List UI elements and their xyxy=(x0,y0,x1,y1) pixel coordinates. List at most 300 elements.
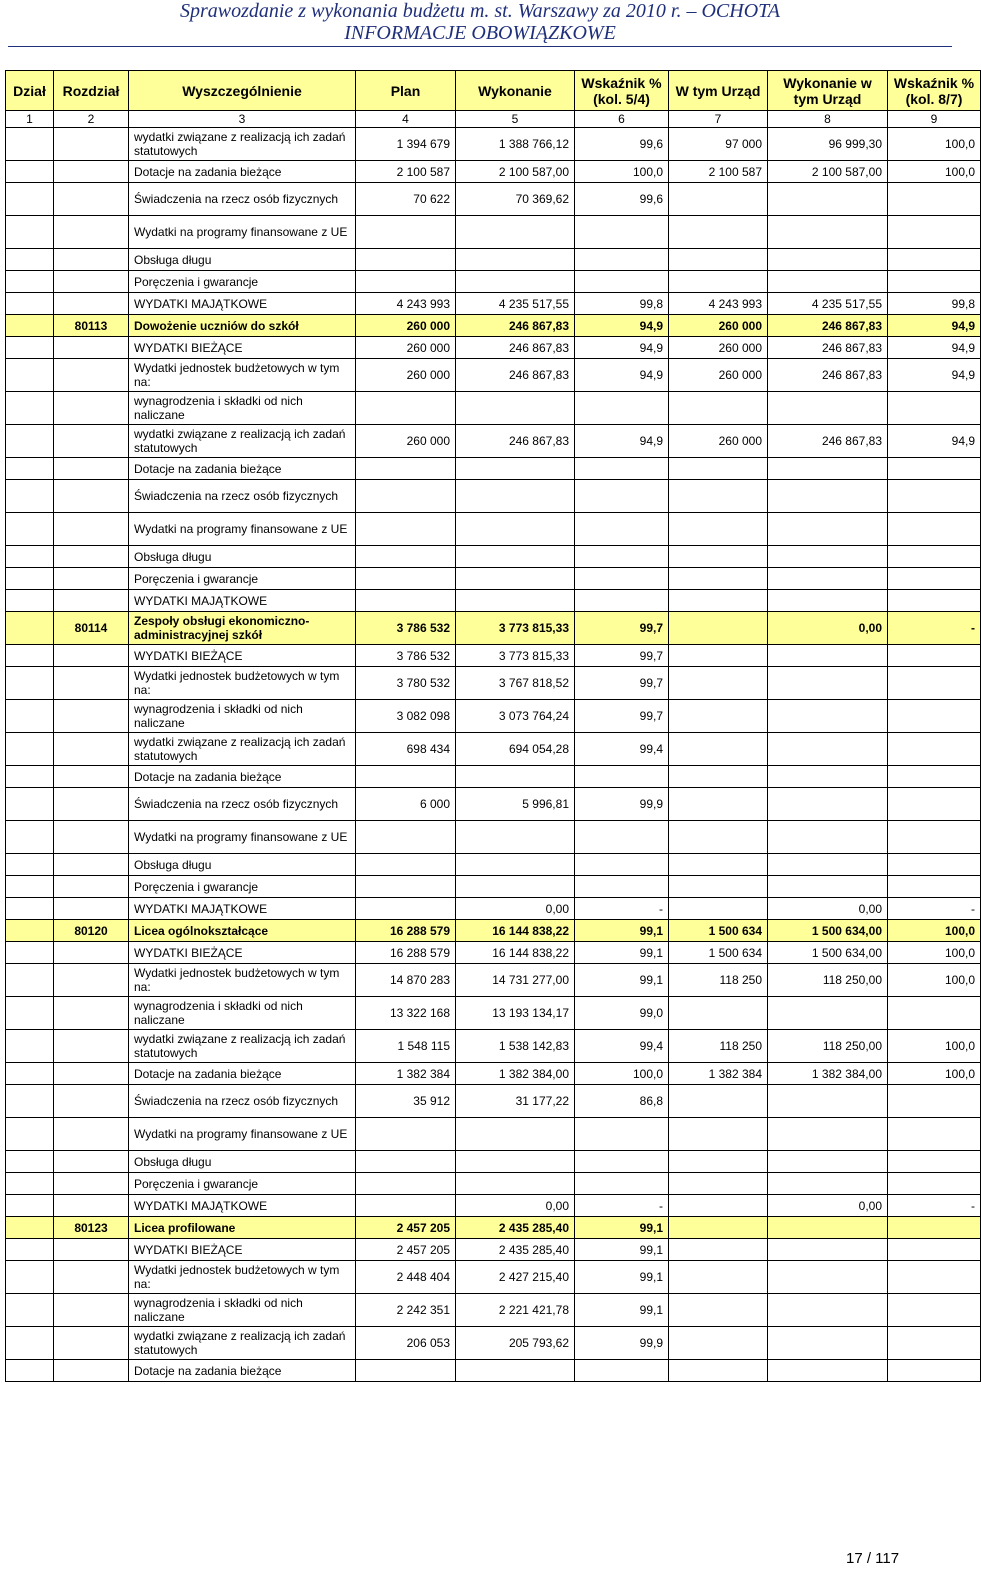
dzial-cell xyxy=(6,392,54,425)
wykonanie-cell: 3 773 815,33 xyxy=(456,645,575,667)
table-row xyxy=(6,942,981,964)
wskaznik-cell xyxy=(575,854,669,876)
wykonanie-cell xyxy=(456,1360,575,1382)
urzad-wskaznik-cell xyxy=(888,392,981,425)
plan-cell xyxy=(356,1360,456,1382)
urzad-wskaznik-cell: 94,9 xyxy=(888,425,981,458)
rozdzial-cell xyxy=(54,733,129,766)
rozdzial-cell xyxy=(54,568,129,590)
wykonanie-cell xyxy=(456,854,575,876)
table-row xyxy=(6,1239,981,1261)
plan-cell xyxy=(356,480,456,513)
table-row xyxy=(6,183,981,216)
plan-cell: 2 457 205 xyxy=(356,1239,456,1261)
urzad-plan-cell xyxy=(669,1261,768,1294)
urzad-plan-cell xyxy=(669,183,768,216)
urzad-wykonanie-cell: 4 235 517,55 xyxy=(768,293,888,315)
wskaznik-cell: 86,8 xyxy=(575,1085,669,1118)
rozdzial-cell xyxy=(54,392,129,425)
wykonanie-cell: 246 867,83 xyxy=(456,337,575,359)
table-row xyxy=(6,1360,981,1382)
urzad-plan-cell xyxy=(669,1173,768,1195)
urzad-plan-cell xyxy=(669,216,768,249)
plan-cell xyxy=(356,821,456,854)
wykonanie-cell: 3 073 764,24 xyxy=(456,700,575,733)
urzad-plan-cell xyxy=(669,997,768,1030)
wykonanie-cell: 2 221 421,78 xyxy=(456,1294,575,1327)
urzad-plan-cell xyxy=(669,458,768,480)
urzad-wskaznik-cell xyxy=(888,667,981,700)
rozdzial-cell xyxy=(54,1085,129,1118)
dzial-cell xyxy=(6,271,54,293)
urzad-plan-cell xyxy=(669,1217,768,1239)
urzad-plan-cell: 260 000 xyxy=(669,359,768,392)
rozdzial-cell xyxy=(54,513,129,546)
urzad-wskaznik-cell xyxy=(888,1294,981,1327)
wskaznik-cell xyxy=(575,568,669,590)
wykonanie-cell: 246 867,83 xyxy=(456,359,575,392)
column-number: 2 xyxy=(54,111,129,128)
wskaznik-cell: 99,1 xyxy=(575,1261,669,1294)
dzial-cell xyxy=(6,293,54,315)
description-cell: Obsługa długu xyxy=(129,249,356,271)
urzad-wskaznik-cell xyxy=(888,1239,981,1261)
plan-cell xyxy=(356,568,456,590)
urzad-plan-cell xyxy=(669,733,768,766)
wskaznik-cell xyxy=(575,271,669,293)
urzad-wykonanie-cell xyxy=(768,876,888,898)
urzad-wskaznik-cell xyxy=(888,1327,981,1360)
urzad-wykonanie-cell xyxy=(768,271,888,293)
urzad-plan-cell xyxy=(669,480,768,513)
urzad-wskaznik-cell xyxy=(888,854,981,876)
wskaznik-cell xyxy=(575,1173,669,1195)
urzad-wykonanie-cell: 1 500 634,00 xyxy=(768,942,888,964)
urzad-plan-cell: 1 382 384 xyxy=(669,1063,768,1085)
urzad-wskaznik-cell: 94,9 xyxy=(888,315,981,337)
wykonanie-cell: 246 867,83 xyxy=(456,315,575,337)
plan-cell: 3 786 532 xyxy=(356,612,456,645)
col-header-wykonanie-urzad: Wykonanie w tym Urząd xyxy=(768,71,888,111)
urzad-wskaznik-cell xyxy=(888,645,981,667)
wskaznik-cell: 99,0 xyxy=(575,997,669,1030)
wykonanie-cell xyxy=(456,1173,575,1195)
urzad-wykonanie-cell xyxy=(768,183,888,216)
rozdzial-cell xyxy=(54,1294,129,1327)
urzad-wskaznik-cell: 99,8 xyxy=(888,293,981,315)
column-number: 9 xyxy=(888,111,981,128)
table-row xyxy=(6,271,981,293)
rozdzial-cell xyxy=(54,458,129,480)
description-cell: Dotacje na zadania bieżące xyxy=(129,161,356,183)
description-cell: Świadczenia na rzecz osób fizycznych xyxy=(129,183,356,216)
column-number: 8 xyxy=(768,111,888,128)
rozdzial-cell xyxy=(54,997,129,1030)
urzad-plan-cell: 260 000 xyxy=(669,337,768,359)
dzial-cell xyxy=(6,480,54,513)
description-cell: Świadczenia na rzecz osób fizycznych xyxy=(129,1085,356,1118)
plan-cell: 260 000 xyxy=(356,425,456,458)
description-cell: WYDATKI BIEŻĄCE xyxy=(129,942,356,964)
wykonanie-cell xyxy=(456,458,575,480)
description-cell: wydatki związane z realizacją ich zadań statutowych xyxy=(129,128,356,161)
dzial-cell xyxy=(6,161,54,183)
description-cell: Poręczenia i gwarancje xyxy=(129,271,356,293)
wskaznik-cell xyxy=(575,249,669,271)
urzad-plan-cell xyxy=(669,821,768,854)
plan-cell: 16 288 579 xyxy=(356,920,456,942)
urzad-wskaznik-cell xyxy=(888,458,981,480)
dzial-cell xyxy=(6,359,54,392)
urzad-plan-cell xyxy=(669,249,768,271)
column-number: 6 xyxy=(575,111,669,128)
urzad-wykonanie-cell: 246 867,83 xyxy=(768,315,888,337)
description-cell: Dotacje na zadania bieżące xyxy=(129,458,356,480)
description-cell: Wydatki na programy finansowane z UE xyxy=(129,1118,356,1151)
wykonanie-cell xyxy=(456,216,575,249)
wykonanie-cell xyxy=(456,876,575,898)
urzad-wykonanie-cell xyxy=(768,854,888,876)
urzad-wskaznik-cell xyxy=(888,788,981,821)
plan-cell xyxy=(356,1151,456,1173)
description-cell: wydatki związane z realizacją ich zadań statutowych xyxy=(129,733,356,766)
wskaznik-cell xyxy=(575,766,669,788)
rozdzial-cell xyxy=(54,183,129,216)
plan-cell: 6 000 xyxy=(356,788,456,821)
rozdzial-cell xyxy=(54,854,129,876)
description-cell: wynagrodzenia i składki od nich naliczane xyxy=(129,700,356,733)
table-row xyxy=(6,293,981,315)
urzad-wskaznik-cell xyxy=(888,546,981,568)
urzad-plan-cell xyxy=(669,1327,768,1360)
wykonanie-cell xyxy=(456,546,575,568)
urzad-wykonanie-cell xyxy=(768,1360,888,1382)
wykonanie-cell: 2 435 285,40 xyxy=(456,1217,575,1239)
plan-cell xyxy=(356,513,456,546)
urzad-plan-cell xyxy=(669,876,768,898)
wskaznik-cell: - xyxy=(575,898,669,920)
rozdzial-cell: 80114 xyxy=(54,612,129,645)
plan-cell: 1 382 384 xyxy=(356,1063,456,1085)
document-header-title: Sprawozdanie z wykonania budżetu m. st. Warszawy za 2010 r. – OCHOTA xyxy=(179,0,781,22)
dzial-cell xyxy=(6,788,54,821)
urzad-plan-cell xyxy=(669,1195,768,1217)
rozdzial-cell xyxy=(54,1239,129,1261)
urzad-wykonanie-cell xyxy=(768,568,888,590)
description-cell: Obsługa długu xyxy=(129,546,356,568)
description-cell: wydatki związane z realizacją ich zadań statutowych xyxy=(129,1030,356,1063)
wskaznik-cell xyxy=(575,513,669,546)
urzad-wskaznik-cell xyxy=(888,733,981,766)
wskaznik-cell: 99,7 xyxy=(575,700,669,733)
urzad-wykonanie-cell: 118 250,00 xyxy=(768,964,888,997)
table-row xyxy=(6,161,981,183)
wskaznik-cell xyxy=(575,1151,669,1173)
description-cell: Poręczenia i gwarancje xyxy=(129,568,356,590)
urzad-wykonanie-cell: 0,00 xyxy=(768,612,888,645)
urzad-wskaznik-cell: 100,0 xyxy=(888,1063,981,1085)
urzad-wykonanie-cell xyxy=(768,1239,888,1261)
wskaznik-cell: 99,4 xyxy=(575,1030,669,1063)
urzad-wykonanie-cell xyxy=(768,788,888,821)
description-cell: Licea profilowane xyxy=(129,1217,356,1239)
description-cell: Obsługa długu xyxy=(129,1151,356,1173)
urzad-wykonanie-cell: 246 867,83 xyxy=(768,359,888,392)
description-cell: Licea ogólnokształcące xyxy=(129,920,356,942)
col-header-dzial: Dział xyxy=(6,71,54,111)
plan-cell: 2 242 351 xyxy=(356,1294,456,1327)
description-cell: wydatki związane z realizacją ich zadań statutowych xyxy=(129,425,356,458)
plan-cell xyxy=(356,766,456,788)
urzad-plan-cell: 118 250 xyxy=(669,1030,768,1063)
description-cell: wynagrodzenia i składki od nich naliczane xyxy=(129,997,356,1030)
dzial-cell xyxy=(6,1151,54,1173)
wykonanie-cell: 694 054,28 xyxy=(456,733,575,766)
urzad-plan-cell xyxy=(669,612,768,645)
dzial-cell xyxy=(6,997,54,1030)
urzad-wskaznik-cell xyxy=(888,1173,981,1195)
wykonanie-cell: 1 388 766,12 xyxy=(456,128,575,161)
column-number: 5 xyxy=(456,111,575,128)
dzial-cell xyxy=(6,898,54,920)
urzad-plan-cell xyxy=(669,854,768,876)
plan-cell xyxy=(356,546,456,568)
plan-cell xyxy=(356,271,456,293)
urzad-plan-cell: 4 243 993 xyxy=(669,293,768,315)
rozdzial-cell xyxy=(54,337,129,359)
urzad-wskaznik-cell xyxy=(888,766,981,788)
column-number: 4 xyxy=(356,111,456,128)
dzial-cell xyxy=(6,612,54,645)
urzad-wskaznik-cell: 100,0 xyxy=(888,942,981,964)
table-row xyxy=(6,876,981,898)
rozdzial-cell xyxy=(54,898,129,920)
urzad-wykonanie-cell xyxy=(768,1327,888,1360)
wskaznik-cell xyxy=(575,1118,669,1151)
wskaznik-cell: 100,0 xyxy=(575,1063,669,1085)
urzad-plan-cell: 1 500 634 xyxy=(669,920,768,942)
dzial-cell xyxy=(6,128,54,161)
urzad-wskaznik-cell xyxy=(888,249,981,271)
urzad-wykonanie-cell xyxy=(768,480,888,513)
urzad-wykonanie-cell xyxy=(768,1261,888,1294)
wskaznik-cell xyxy=(575,821,669,854)
urzad-wskaznik-cell xyxy=(888,821,981,854)
wskaznik-cell: 99,1 xyxy=(575,964,669,997)
urzad-wykonanie-cell: 246 867,83 xyxy=(768,337,888,359)
rozdzial-cell xyxy=(54,766,129,788)
description-cell: Świadczenia na rzecz osób fizycznych xyxy=(129,788,356,821)
wskaznik-cell: 100,0 xyxy=(575,161,669,183)
urzad-plan-cell xyxy=(669,1360,768,1382)
urzad-wskaznik-cell: 100,0 xyxy=(888,1030,981,1063)
plan-cell: 260 000 xyxy=(356,359,456,392)
wskaznik-cell: 99,7 xyxy=(575,667,669,700)
dzial-cell xyxy=(6,1327,54,1360)
plan-cell: 3 780 532 xyxy=(356,667,456,700)
wykonanie-cell xyxy=(456,513,575,546)
table-header-row xyxy=(6,71,981,111)
table-row xyxy=(6,128,981,161)
wskaznik-cell: 99,9 xyxy=(575,788,669,821)
urzad-wykonanie-cell xyxy=(768,1085,888,1118)
table-row xyxy=(6,733,981,766)
dzial-cell xyxy=(6,513,54,546)
urzad-wskaznik-cell xyxy=(888,997,981,1030)
urzad-plan-cell: 1 500 634 xyxy=(669,942,768,964)
urzad-wykonanie-cell xyxy=(768,821,888,854)
table-row xyxy=(6,249,981,271)
plan-cell: 16 288 579 xyxy=(356,942,456,964)
urzad-plan-cell xyxy=(669,645,768,667)
rozdzial-cell xyxy=(54,1063,129,1085)
dzial-cell xyxy=(6,1360,54,1382)
urzad-wskaznik-cell xyxy=(888,480,981,513)
urzad-wykonanie-cell xyxy=(768,1151,888,1173)
description-cell: Wydatki na programy finansowane z UE xyxy=(129,821,356,854)
header-divider xyxy=(8,46,952,47)
urzad-wskaznik-cell xyxy=(888,568,981,590)
plan-cell xyxy=(356,1118,456,1151)
plan-cell: 70 622 xyxy=(356,183,456,216)
wykonanie-cell: 13 193 134,17 xyxy=(456,997,575,1030)
rozdzial-cell: 80120 xyxy=(54,920,129,942)
rozdzial-cell xyxy=(54,964,129,997)
dzial-cell xyxy=(6,920,54,942)
rozdzial-cell xyxy=(54,788,129,821)
wykonanie-cell: 2 435 285,40 xyxy=(456,1239,575,1261)
urzad-wykonanie-cell xyxy=(768,458,888,480)
table-row xyxy=(6,788,981,821)
urzad-wykonanie-cell xyxy=(768,249,888,271)
dzial-cell xyxy=(6,964,54,997)
rozdzial-cell xyxy=(54,161,129,183)
wykonanie-cell xyxy=(456,1151,575,1173)
rozdzial-cell xyxy=(54,271,129,293)
urzad-plan-cell xyxy=(669,1151,768,1173)
wskaznik-cell: 94,9 xyxy=(575,337,669,359)
col-header-wykonanie: Wykonanie xyxy=(456,71,575,111)
dzial-cell xyxy=(6,1085,54,1118)
plan-cell: 260 000 xyxy=(356,315,456,337)
wskaznik-cell xyxy=(575,216,669,249)
wskaznik-cell: 99,6 xyxy=(575,183,669,216)
urzad-wskaznik-cell xyxy=(888,1151,981,1173)
dzial-cell xyxy=(6,249,54,271)
urzad-wskaznik-cell xyxy=(888,271,981,293)
wykonanie-cell xyxy=(456,271,575,293)
dzial-cell xyxy=(6,1063,54,1085)
urzad-wskaznik-cell xyxy=(888,216,981,249)
dzial-cell xyxy=(6,667,54,700)
table-row xyxy=(6,1151,981,1173)
plan-cell: 14 870 283 xyxy=(356,964,456,997)
table-row xyxy=(6,392,981,425)
urzad-wykonanie-cell: 0,00 xyxy=(768,1195,888,1217)
wskaznik-cell xyxy=(575,546,669,568)
dzial-cell xyxy=(6,645,54,667)
dzial-cell xyxy=(6,1294,54,1327)
plan-cell xyxy=(356,854,456,876)
table-row xyxy=(6,854,981,876)
urzad-wykonanie-cell xyxy=(768,733,888,766)
wykonanie-cell: 246 867,83 xyxy=(456,425,575,458)
urzad-plan-cell xyxy=(669,546,768,568)
urzad-wskaznik-cell xyxy=(888,1360,981,1382)
dzial-cell xyxy=(6,1217,54,1239)
urzad-plan-cell: 260 000 xyxy=(669,315,768,337)
dzial-cell xyxy=(6,821,54,854)
plan-cell xyxy=(356,392,456,425)
document-header-subtitle: INFORMACJE OBOWIĄZKOWE xyxy=(344,22,616,44)
urzad-plan-cell xyxy=(669,788,768,821)
rozdzial-cell xyxy=(54,876,129,898)
table-row xyxy=(6,216,981,249)
table-row xyxy=(6,546,981,568)
col-header-w-tym-urzad: W tym Urząd xyxy=(669,71,768,111)
description-cell: Dotacje na zadania bieżące xyxy=(129,766,356,788)
plan-cell xyxy=(356,458,456,480)
plan-cell xyxy=(356,249,456,271)
urzad-plan-cell: 2 100 587 xyxy=(669,161,768,183)
urzad-wskaznik-cell xyxy=(888,513,981,546)
rozdzial-cell xyxy=(54,216,129,249)
rozdzial-cell xyxy=(54,1261,129,1294)
wykonanie-cell: 2 100 587,00 xyxy=(456,161,575,183)
dzial-cell xyxy=(6,590,54,612)
urzad-plan-cell xyxy=(669,700,768,733)
urzad-wskaznik-cell: 94,9 xyxy=(888,337,981,359)
urzad-plan-cell xyxy=(669,392,768,425)
wskaznik-cell: 99,1 xyxy=(575,1294,669,1327)
urzad-wykonanie-cell xyxy=(768,1173,888,1195)
col-header-wyszczegolnienie: Wyszczególnienie xyxy=(129,71,356,111)
rozdzial-cell xyxy=(54,1173,129,1195)
dzial-cell xyxy=(6,1118,54,1151)
wskaznik-cell: 99,1 xyxy=(575,920,669,942)
description-cell: Wydatki na programy finansowane z UE xyxy=(129,513,356,546)
plan-cell xyxy=(356,216,456,249)
dzial-cell xyxy=(6,546,54,568)
table-row xyxy=(6,1063,981,1085)
wykonanie-cell xyxy=(456,590,575,612)
wykonanie-cell: 4 235 517,55 xyxy=(456,293,575,315)
table-row xyxy=(6,645,981,667)
wykonanie-cell: 2 427 215,40 xyxy=(456,1261,575,1294)
wykonanie-cell xyxy=(456,1118,575,1151)
description-cell: WYDATKI MAJĄTKOWE xyxy=(129,1195,356,1217)
plan-cell xyxy=(356,876,456,898)
dzial-cell xyxy=(6,700,54,733)
urzad-wykonanie-cell: 1 382 384,00 xyxy=(768,1063,888,1085)
wykonanie-cell: 3 773 815,33 xyxy=(456,612,575,645)
plan-cell: 3 082 098 xyxy=(356,700,456,733)
rozdzial-cell xyxy=(54,425,129,458)
urzad-wykonanie-cell: 0,00 xyxy=(768,898,888,920)
dzial-cell xyxy=(6,1261,54,1294)
budget-table xyxy=(5,70,981,1382)
urzad-plan-cell: 97 000 xyxy=(669,128,768,161)
col-header-plan: Plan xyxy=(356,71,456,111)
urzad-wskaznik-cell: - xyxy=(888,1195,981,1217)
description-cell: Dotacje na zadania bieżące xyxy=(129,1063,356,1085)
description-cell: Zespoły obsługi ekonomiczno-administracyjnej szkół xyxy=(129,612,356,645)
table-row xyxy=(6,898,981,920)
wykonanie-cell xyxy=(456,392,575,425)
dzial-cell xyxy=(6,1030,54,1063)
column-number-row xyxy=(6,111,981,128)
urzad-wskaznik-cell: 100,0 xyxy=(888,161,981,183)
